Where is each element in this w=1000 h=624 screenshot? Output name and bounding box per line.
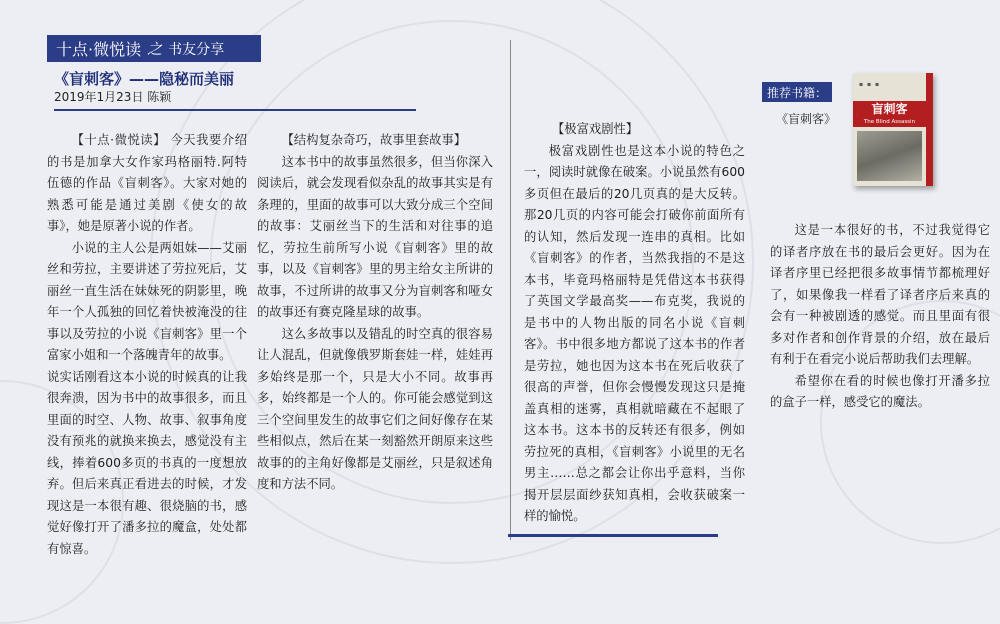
banner-brand: 十点·微悦读 <box>56 40 142 59</box>
title-underline <box>54 109 416 111</box>
text-column-2 <box>257 130 493 496</box>
article-date-author: 2019年1月23日 陈颖 <box>54 90 172 104</box>
paragraph: 极富戏剧性也是这本小说的特色之一，阅读时就像在破案。小说虽然有600多页但在最后的20几页真的是大反转。那20几页的内容可能会打破你前面所有的认知，然后发现一连串的真相。比如《盲刺客》的作者，当然我指的不是这本书，毕竟玛格丽特是凭借这本书获得了英国文学最高奖——布克奖，我说的是书中的人物出版的同名小说《盲刺客》。书中很多地方都说了这本书的作者是劳拉，她也因为这本书在死后收获了很高的声誉，但你会慢慢发现这只是掩盖真相的迷雾，真相就暗藏在不起眼了这本书。这本书的反转还有很多，例如劳拉死的真相，《盲刺客》小说里的无名男主……总之都会让你出乎意料，当你揭开层层面纱获知真相，会收获破案一样的愉悦。 <box>524 143 745 523</box>
text-column-4 <box>770 220 990 414</box>
header-banner <box>47 35 261 62</box>
column-divider <box>510 40 511 540</box>
text-column-1 <box>47 130 247 560</box>
book-cover-image <box>853 73 933 186</box>
paragraph: 这么多故事以及错乱的时空真的很容易让人混乱，但就像俄罗斯套娃一样，娃娃再多始终是那一个，只是大小不同。故事再多，始终都是一个人的。你可能会感觉到这三个空间里发生的故事它们之间好像存在某些相似点，然后在某一刻豁然开朗原来这些故事的的主角好像都是艾丽丝，只是叙述角度和方法不同。 <box>257 326 493 491</box>
paragraph: 【十点·微悦读】 今天我要介绍的书是加拿大女作家玛格丽特.阿特伍德的作品《盲刺客》。大家对她的熟悉可能是通过美剧《使女的故事》，她是原著小说的作者。 <box>47 133 247 233</box>
paragraph: 这本书中的故事虽然很多，但当你深入阅读后，就会发现看似杂乱的故事其实是有条理的，里面的故事可以大致分成三个空间的故事：艾丽丝当下的生活和对往事的追忆，劳拉生前所写小说《盲刺客》里的故事，以及《盲刺客》里的男主给女主所讲的故事，不过所讲的故事又分为盲刺客和哑女的故事还有赛克隆星球的故事。 <box>257 154 493 319</box>
cover-top-text: ▪ ▪ ▪ <box>859 81 881 88</box>
banner-subtitle: 书友分享 <box>168 41 225 58</box>
paragraph: 说实话刚看这本小说的时候真的让我很奔溃，因为书中的故事很多，而且里面的时空、人物、故事、叙事角度没有预兆的就换来换去，感觉没有主线，捧着600多页的书真的一度想放弃。但后来真正看进去的时候，才发现这是一本很有趣、很烧脑的书，感觉好像打开了潘多拉的魔盒，处处都有惊喜。 <box>47 369 247 556</box>
article-title: 《盲刺客》——隐秘而美丽 <box>54 70 235 88</box>
bottom-rule <box>508 534 718 537</box>
paragraph: 小说的主人公是两姐妹——艾丽丝和劳拉，主要讲述了劳拉死后，艾丽丝一直生活在妹妹死的阴影里，晚年一个人孤独的回忆着快被淹没的往事以及劳拉的小说《盲刺客》里一个富家小姐和一个落魄青年的故事。 <box>47 240 247 362</box>
paragraph: 这是一本很好的书，不过我觉得它的译者序放在书的最后会更好。因为在译者序里已经把很多故事情节都梳理好了，如果像我一样看了译者序后来真的会有一种被剧透的感觉。而且里面有很多对作者和创作背景的介绍，放在最后有利于在看完小说后帮助我们去理解。 <box>770 223 990 366</box>
recommend-label: 推荐书籍： <box>762 82 832 102</box>
cover-english-title: The Blind Assassin <box>853 117 926 127</box>
cover-artwork <box>857 131 922 181</box>
paragraph: 希望你在看的时候也像打开潘多拉的盒子一样，感受它的魔法。 <box>770 373 990 409</box>
cover-title: 盲刺客 <box>853 101 926 117</box>
text-column-3 <box>524 119 745 528</box>
section-heading: 【极富戏剧性】 <box>552 122 639 136</box>
recommended-book-name: 《盲刺客》 <box>776 112 837 126</box>
banner-separator: 之 <box>147 40 163 58</box>
cover-spine <box>926 73 933 186</box>
section-heading: 【结构复杂奇巧，故事里套故事】 <box>281 133 467 147</box>
